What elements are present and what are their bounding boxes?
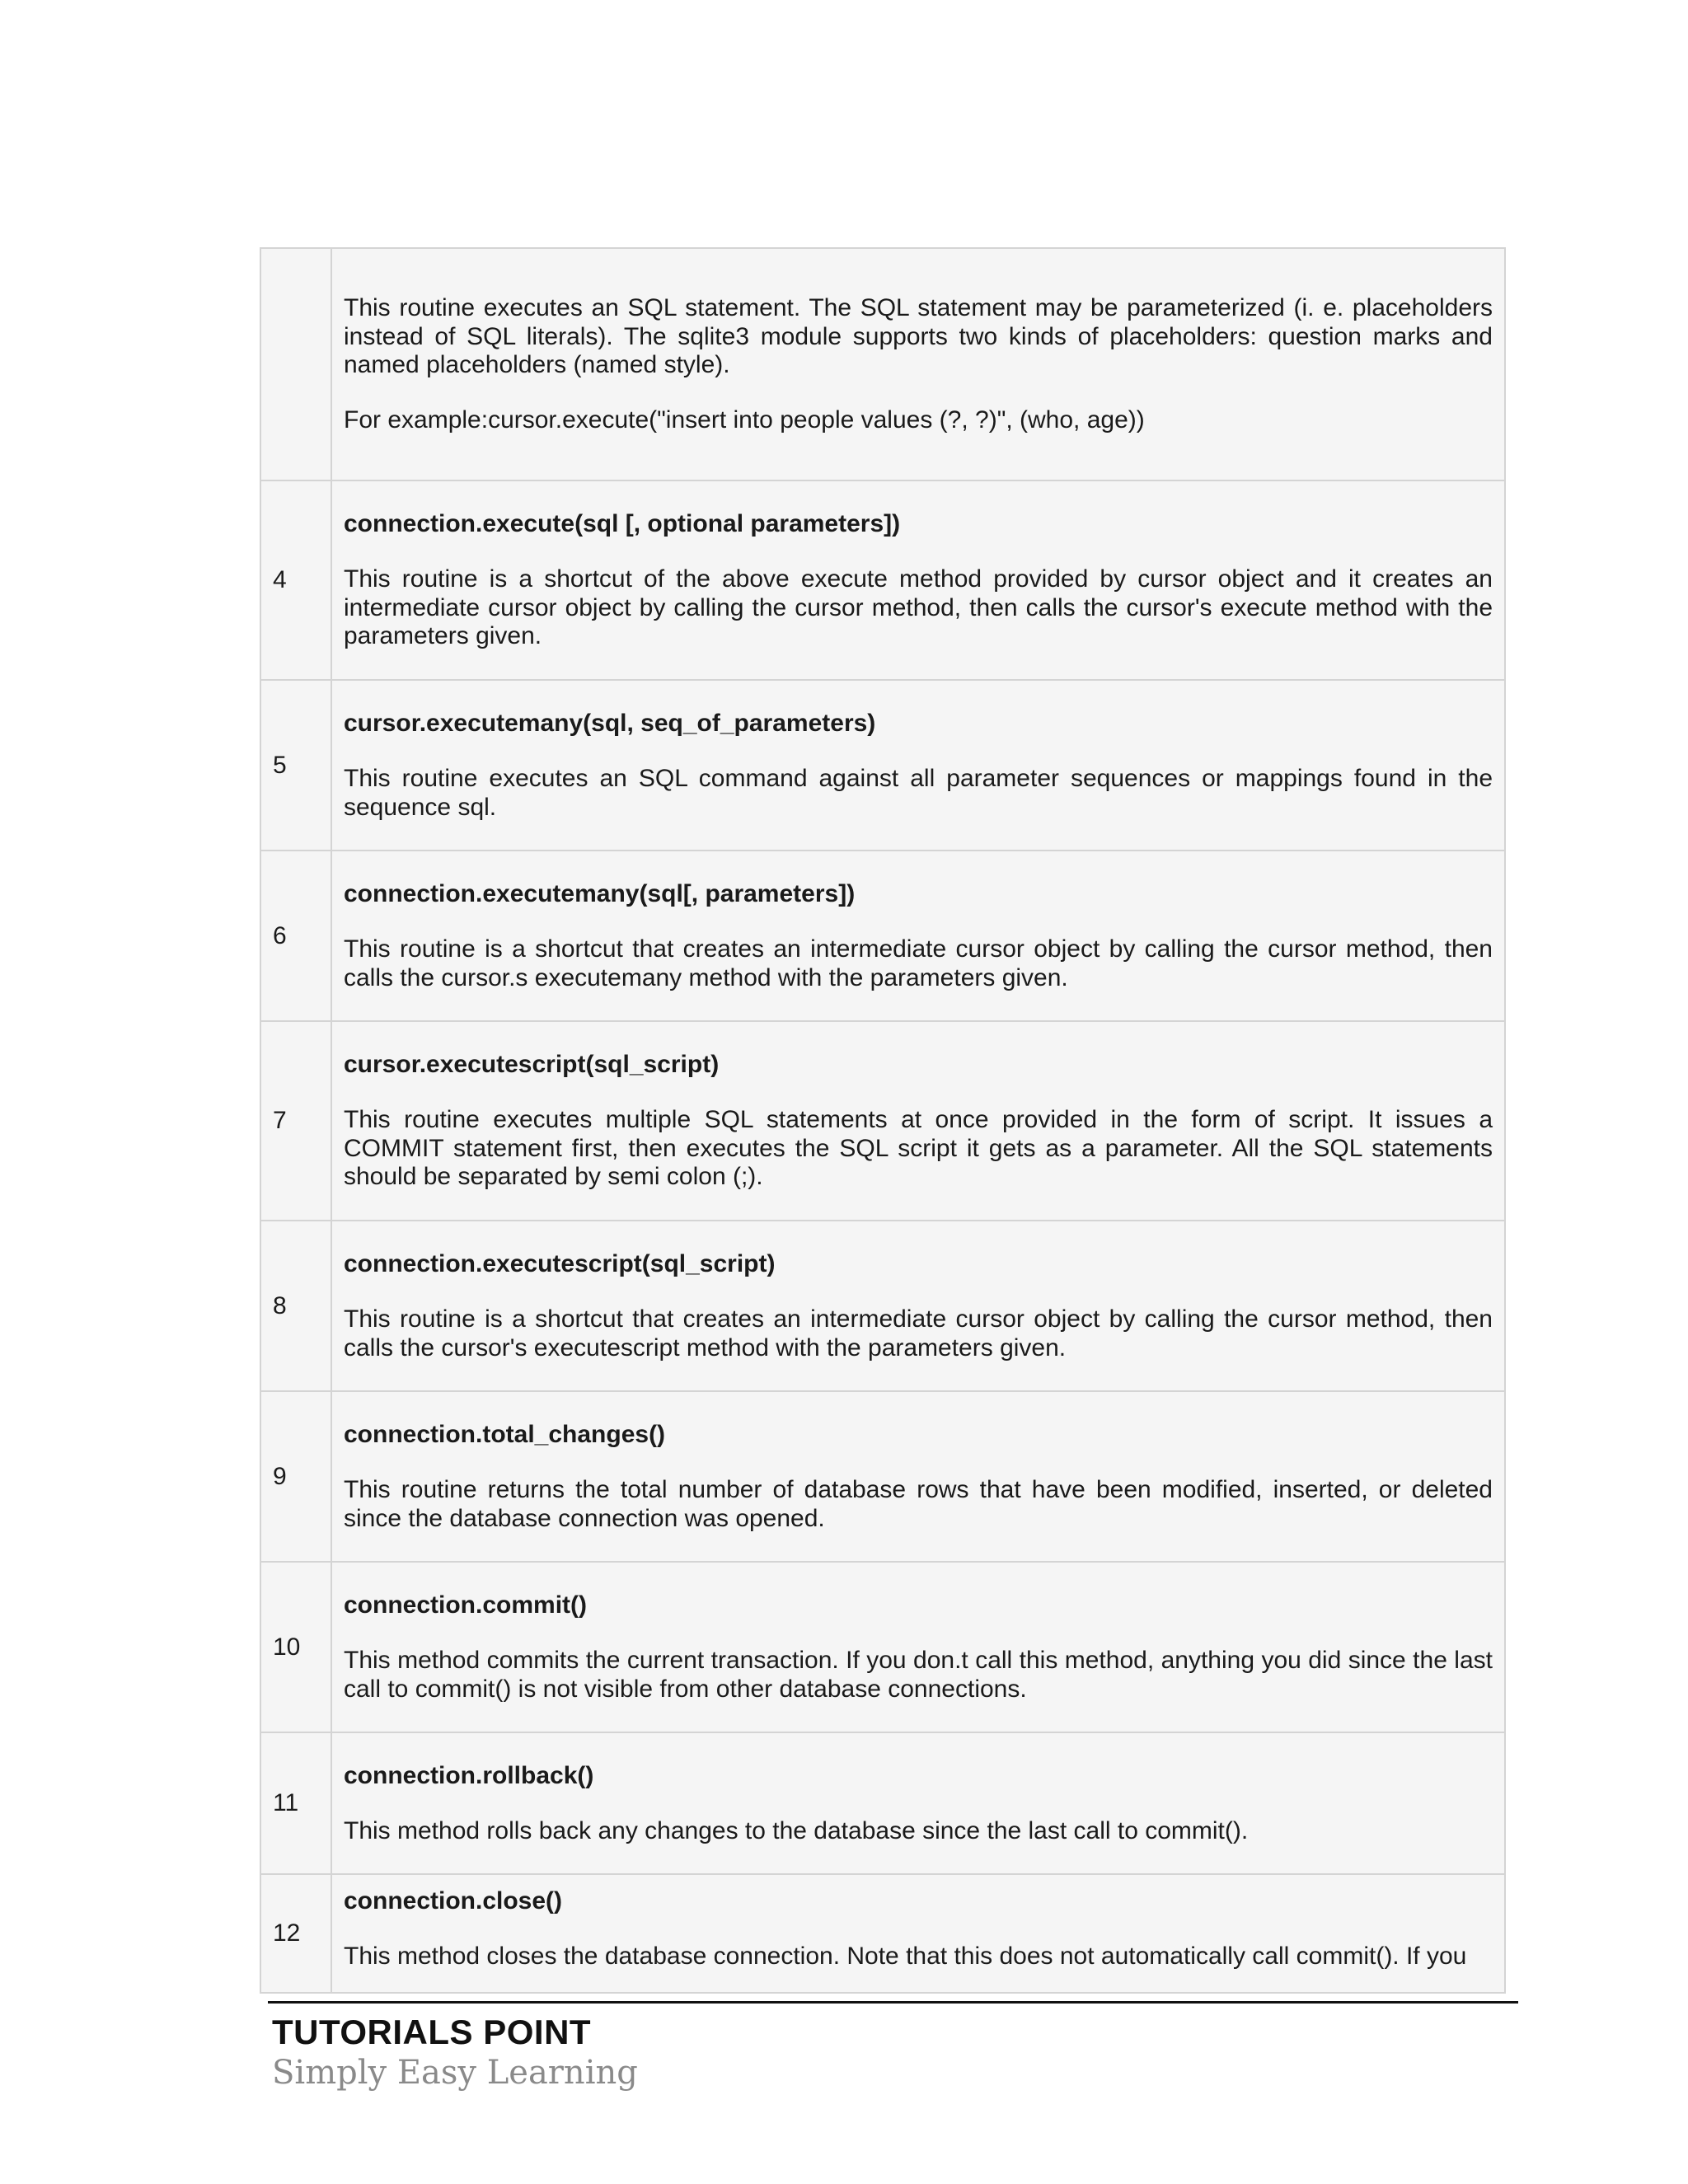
method-signature: connection.executescript(sql_script) xyxy=(344,1250,776,1277)
method-signature: cursor.executescript(sql_script) xyxy=(344,1051,720,1079)
row-example: For example:cursor.execute("insert into people values (?, ?)", (who, age)) xyxy=(344,405,1145,434)
table-row xyxy=(260,680,1505,851)
row-description-cell xyxy=(331,1874,1505,1993)
row-description-cell xyxy=(331,1562,1505,1732)
api-methods-table xyxy=(260,247,1506,1994)
method-signature: connection.executemany(sql[, parameters]) xyxy=(344,880,856,907)
row-number: 5 xyxy=(260,680,331,851)
row-number: 6 xyxy=(260,851,331,1021)
row-description: This routine is a shortcut that creates an intermediate cursor object by calling the cursor method, then calls the cursor.s executemany method with the parameters given. xyxy=(344,935,1493,991)
row-description-cell xyxy=(331,1391,1505,1562)
row-number: 7 xyxy=(260,1021,331,1221)
table-row xyxy=(260,248,1505,480)
row-number: 10 xyxy=(260,1562,331,1732)
method-signature: connection.rollback() xyxy=(344,1761,594,1789)
row-description-cell xyxy=(331,480,1505,680)
row-description: This routine is a shortcut that creates an intermediate cursor object by calling the cursor method, then calls the cursor's executescript method with the parameters given. xyxy=(344,1305,1493,1361)
row-description: This routine executes multiple SQL statements at once provided in the form of script. It issues a COMMIT statement first, then executes the SQL script it gets as a parameter. All the SQL statements should be separated by semi colon (;). xyxy=(344,1106,1493,1191)
row-number: 8 xyxy=(260,1221,331,1391)
footer-divider xyxy=(268,2001,1518,2004)
method-signature: connection.execute(sql [, optional parameters]) xyxy=(344,510,901,538)
method-signature: connection.commit() xyxy=(344,1591,588,1619)
row-description-cell xyxy=(331,851,1505,1021)
row-description-cell xyxy=(331,1732,1505,1874)
row-description: This routine executes an SQL command against all parameter sequences or mappings found in the sequence sql. xyxy=(344,765,1493,821)
row-description: This routine returns the total number of database rows that have been modified, inserted, or deleted since the database connection was opened. xyxy=(344,1476,1493,1532)
row-description: This routine executes an SQL statement. The SQL statement may be parameterized (i. e. placeholders instead of SQL literals). The sqlite3 module supports two kinds of placeholders: question marks and named placeholders (named style). xyxy=(344,294,1493,378)
method-signature: connection.close() xyxy=(344,1887,563,1915)
row-description: This routine is a shortcut of the above execute method provided by cursor object and it creates an intermediate cursor object by calling the cursor method, then calls the cursor's execute method with the parameters given. xyxy=(344,565,1493,650)
table-row xyxy=(260,1021,1505,1221)
table-row xyxy=(260,1732,1505,1874)
table-row xyxy=(260,1874,1505,1993)
table-row xyxy=(260,480,1505,680)
table-row xyxy=(260,1391,1505,1562)
footer-tagline: Simply Easy Learning xyxy=(272,2054,638,2092)
row-number: 12 xyxy=(260,1874,331,1993)
row-description-cell xyxy=(331,680,1505,851)
row-description: This method rolls back any changes to the database since the last call to commit(). xyxy=(344,1816,1249,1844)
table-row xyxy=(260,851,1505,1021)
row-description-cell xyxy=(331,248,1505,480)
footer-brand: TUTORIALS POINT xyxy=(272,2013,592,2051)
row-description: This method commits the current transaction. If you don.t call this method, anything you did since the last call to commit() is not visible from other database connections. xyxy=(344,1647,1493,1703)
method-signature: connection.total_changes() xyxy=(344,1421,666,1448)
row-number: 4 xyxy=(260,480,331,680)
row-number: 11 xyxy=(260,1732,331,1874)
row-description-cell xyxy=(331,1021,1505,1221)
row-number xyxy=(260,248,331,480)
table-row xyxy=(260,1221,1505,1391)
table-row xyxy=(260,1562,1505,1732)
row-number: 9 xyxy=(260,1391,331,1562)
row-description-cell xyxy=(331,1221,1505,1391)
method-signature: cursor.executemany(sql, seq_of_parameters) xyxy=(344,710,876,737)
row-description: This method closes the database connection. Note that this does not automatically call commit(). If you xyxy=(344,1943,1467,1970)
